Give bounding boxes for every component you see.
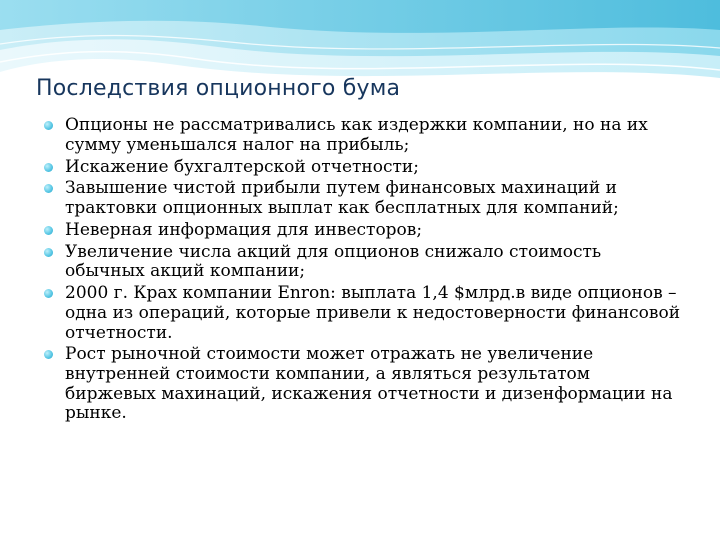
bullet-text: Рост рыночной стоимости может отражать не увеличение внутренней стоимости компании, а являться результатом биржевых махинаций, искажения отчетности и дизенформации на рынке. xyxy=(65,344,673,424)
bullet-item xyxy=(44,116,684,155)
bullet-text: Завышение чистой прибыли путем финансовых махинаций и трактовки опционных выплат как бесплатных для компаний; xyxy=(65,178,619,218)
circle-bullet-icon xyxy=(44,121,53,130)
slide-title: Последствия опционного бума xyxy=(36,76,401,101)
circle-bullet-icon xyxy=(44,248,53,257)
bullet-item xyxy=(44,158,684,178)
circle-bullet-icon xyxy=(44,184,53,193)
bullet-text: Опционы не рассматривались как издержки компании, но на их сумму уменьшался налог на прибыль; xyxy=(65,115,648,155)
bullet-item xyxy=(44,179,684,218)
bullet-text: Увеличение числа акций для опционов снижало стоимость обычных акций компании; xyxy=(65,241,602,282)
circle-bullet-icon xyxy=(44,350,53,359)
bullet-text: Искажение бухгалтерской отчетности; xyxy=(65,156,419,177)
circle-bullet-icon xyxy=(44,163,53,172)
bullet-item xyxy=(44,221,684,241)
bullet-list xyxy=(44,116,684,426)
circle-bullet-icon xyxy=(44,226,53,235)
bullet-item xyxy=(44,243,684,282)
circle-bullet-icon xyxy=(44,289,53,298)
bullet-item xyxy=(44,345,684,424)
bullet-text: Неверная информация для инвесторов; xyxy=(65,219,423,240)
bullet-item xyxy=(44,284,684,343)
bullet-text: 2000 г. Крах компании Enron: выплата 1,4 $млрд.в виде опционов – одна из операций, которые привели к недостоверности финансовой отчетности. xyxy=(65,283,681,343)
